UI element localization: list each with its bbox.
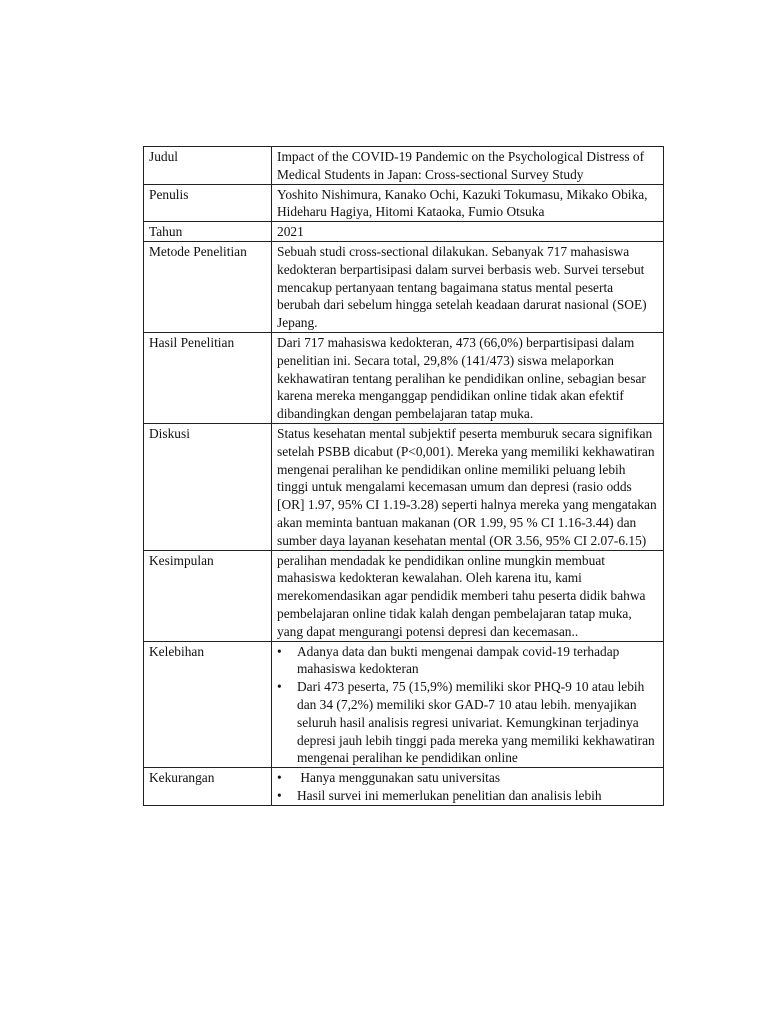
list-item bbox=[277, 643, 659, 679]
label-kelebihan: Kelebihan bbox=[144, 641, 272, 768]
label-penulis: Penulis bbox=[144, 184, 272, 222]
row-kekurangan bbox=[144, 768, 664, 806]
label-hasil-penelitian: Hasil Penelitian bbox=[144, 332, 272, 423]
row-judul bbox=[144, 147, 664, 185]
row-kesimpulan bbox=[144, 550, 664, 641]
list-item-text: Hanya menggunakan satu universitas bbox=[297, 770, 501, 786]
label-kekurangan: Kekurangan bbox=[144, 768, 272, 806]
bullet-icon: • bbox=[277, 643, 282, 659]
list-item bbox=[277, 678, 659, 767]
row-penulis bbox=[144, 184, 664, 222]
value-metode-penelitian: Sebuah studi cross-sectional dilakukan. Sebanyak 717 mahasiswa kedokteran berpartisipasi dalam survei berbasis web. Survei tersebut mencakup pertanyaan tentang bagaimana status mental peserta berubah dari sebelum hingga setelah keadaan darurat nasional (SOE) Jepang. bbox=[272, 241, 664, 332]
list-item bbox=[277, 787, 659, 805]
review-sheet bbox=[143, 146, 662, 806]
row-tahun bbox=[144, 222, 664, 242]
bullet-icon: • bbox=[277, 679, 282, 695]
value-penulis: Yoshito Nishimura, Kanako Ochi, Kazuki Tokumasu, Mikako Obika, Hideharu Hagiya, Hitomi Kataoka, Fumio Otsuka bbox=[272, 184, 664, 222]
label-kesimpulan: Kesimpulan bbox=[144, 550, 272, 641]
row-metode-penelitian bbox=[144, 241, 664, 332]
label-diskusi: Diskusi bbox=[144, 423, 272, 550]
journal-review-table bbox=[143, 146, 664, 806]
value-hasil-penelitian: Dari 717 mahasiswa kedokteran, 473 (66,0%) berpartisipasi dalam penelitian ini. Secara total, 29,8% (141/473) siswa melaporkan kekhawatiran tentang peralihan ke pendidikan online, sebagian besar karena mereka menganggap pendidikan online tidak akan efektif dibandingkan dengan pembelajaran tatap muka. bbox=[272, 332, 664, 423]
label-judul: Judul bbox=[144, 147, 272, 185]
label-metode-penelitian: Metode Penelitian bbox=[144, 241, 272, 332]
bullet-icon: • bbox=[277, 787, 282, 803]
kelebihan-list bbox=[277, 643, 659, 768]
list-item bbox=[277, 769, 659, 787]
kekurangan-list bbox=[277, 769, 659, 805]
bullet-icon: • bbox=[277, 770, 282, 786]
row-kelebihan bbox=[144, 641, 664, 768]
value-tahun: 2021 bbox=[272, 222, 664, 242]
value-diskusi: Status kesehatan mental subjektif peserta memburuk secara signifikan setelah PSBB dicabut (P<0,001). Mereka yang memiliki kekhawatiran mengenai peralihan ke pendidikan online memiliki peluang lebih tinggi untuk mengalami kecemasan umum dan depresi (rasio odds [OR] 1.97, 95% CI 1.19-3.28) seperti halnya mereka yang mengatakan akan meminta bantuan makanan (OR 1.99, 95 % CI 1.16-3.44) dan sumber daya layanan kesehatan mental (OR 3.56, 95% CI 2.07-6.15) bbox=[272, 423, 664, 550]
row-hasil-penelitian bbox=[144, 332, 664, 423]
value-judul: Impact of the COVID-19 Pandemic on the Psychological Distress of Medical Students in Japan: Cross-sectional Survey Study bbox=[272, 147, 664, 185]
value-kekurangan bbox=[272, 768, 664, 806]
list-item-text: Dari 473 peserta, 75 (15,9%) memiliki skor PHQ-9 10 atau lebih dan 34 (7,2%) memiliki skor GAD-7 10 atau lebih. menyajikan seluruh hasil analisis regresi univariat. Kemungkinan terjadinya depresi jauh lebih tinggi pada mereka yang memiliki kekhawatiran mengenai peralihan ke pendidikan online bbox=[297, 679, 655, 766]
row-diskusi bbox=[144, 423, 664, 550]
list-item-text: Hasil survei ini memerlukan penelitian dan analisis lebih bbox=[297, 787, 602, 803]
label-tahun: Tahun bbox=[144, 222, 272, 242]
value-kesimpulan: peralihan mendadak ke pendidikan online mungkin membuat mahasiswa kedokteran kewalahan. Oleh karena itu, kami merekomendasikan agar pendidik memberi tahu peserta didik bahwa pembelajaran online tidak kalah dengan pembelajaran tatap muka, yang dapat mengurangi potensi depresi dan kecemasan.. bbox=[272, 550, 664, 641]
list-item-text: Adanya data dan bukti mengenai dampak covid-19 terhadap mahasiswa kedokteran bbox=[297, 643, 620, 677]
value-kelebihan bbox=[272, 641, 664, 768]
